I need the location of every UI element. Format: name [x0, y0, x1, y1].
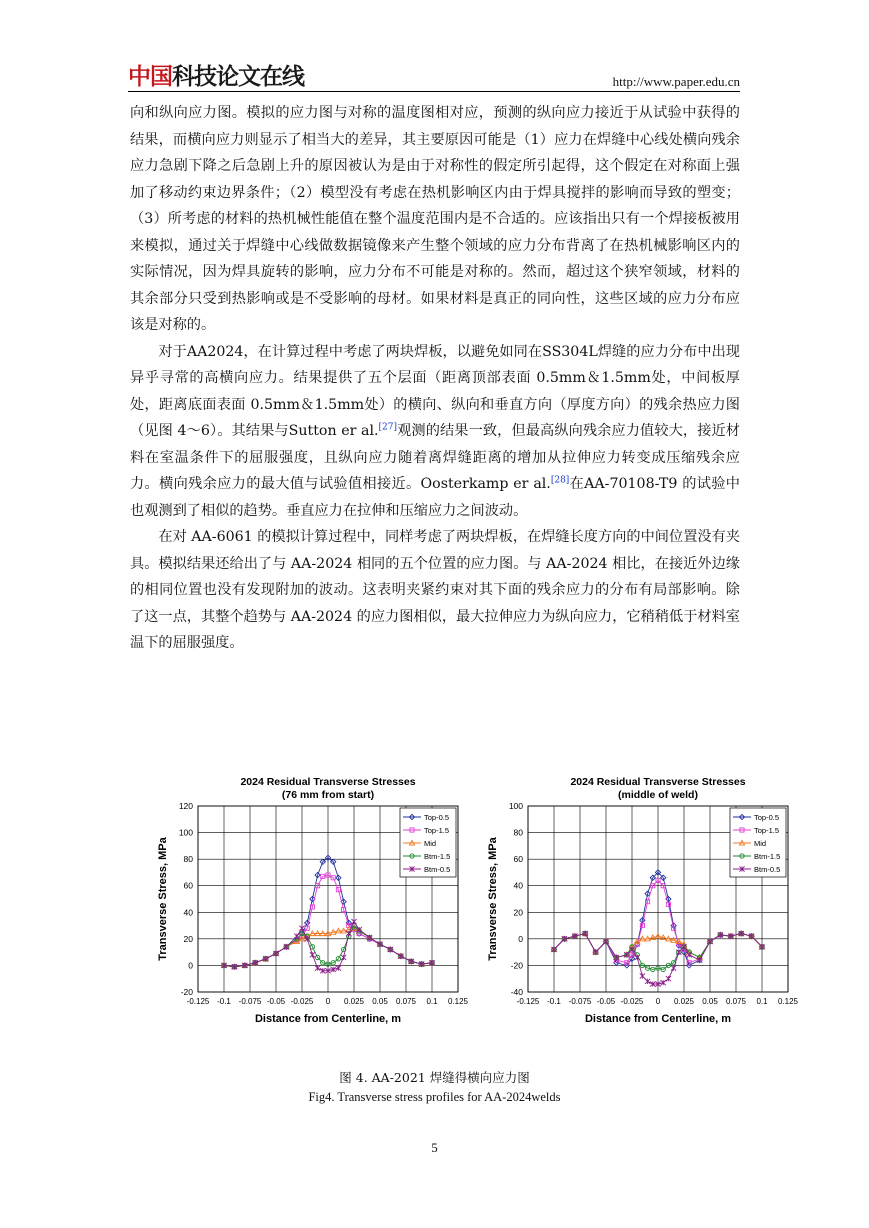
paragraph	[130, 100, 740, 339]
x-tick-label: -0.05	[266, 997, 286, 1006]
y-tick-label: 20	[513, 907, 523, 918]
y-tick-label: 60	[513, 854, 523, 865]
y-tick-label: 40	[513, 880, 523, 891]
x-tick-label: -0.075	[568, 997, 592, 1006]
y-axis-label: Transverse Stress, MPa	[157, 837, 169, 961]
x-tick-label: 0.05	[702, 997, 718, 1006]
chart-subtitle: (middle of weld)	[618, 789, 698, 801]
data-point	[294, 934, 299, 939]
legend	[400, 808, 456, 877]
citation-ref[interactable]: [28]	[550, 475, 570, 486]
x-tick-label: -0.025	[620, 997, 644, 1006]
y-tick-label: 80	[513, 827, 523, 838]
x-tick-label: 0	[655, 997, 661, 1006]
x-tick-label: 0.075	[395, 997, 417, 1006]
y-tick-label: 120	[178, 801, 193, 811]
y-tick-label: 80	[183, 854, 193, 865]
x-tick-label: -0.1	[217, 997, 231, 1006]
x-tick-label: 0.125	[447, 997, 469, 1006]
chart-76mm	[150, 770, 480, 1035]
legend	[730, 808, 786, 877]
page-header	[128, 62, 740, 92]
x-tick-label: -0.075	[238, 997, 262, 1006]
chart-76mm-svg	[150, 770, 480, 1035]
data-point	[315, 965, 320, 970]
data-point	[666, 976, 671, 981]
figure-caption-en: Fig4. Transverse stress profiles for AA-2024welds	[308, 1090, 561, 1104]
x-axis-label: Distance from Centerline, m	[254, 1013, 402, 1025]
header-rule	[128, 91, 740, 92]
data-point	[687, 952, 692, 957]
body-text	[130, 100, 740, 657]
data-point	[336, 965, 341, 970]
paragraph-text: 在对 AA-6061 的模拟计算过程中，同样考虑了两块焊板，在焊缝长度方向的中间位置没有夹具。模拟结果还给出了与 AA-2024 相同的五个位置的应力图。与 AA-2024 相比，在接近外边缘的相同位置也没有发现附加的波动。这表明夹紧约束对其下面的残余应力的分布有局部影响。除了这一点，其整个趋势与 AA-2024 的应力图相似，最大拉伸应力为纵向应力，它稍稍低于材料室温下的屈服强度。	[130, 529, 740, 651]
x-tick-label: 0.05	[372, 997, 388, 1006]
x-tick-label: -0.05	[596, 997, 616, 1006]
paragraph-text: 对于AA2024，在计算过程中考虑了两块焊板，以避免如同在SS304L焊缝的应力分布中出现异乎寻常的高横向应力。结果提供了五个层面（距离顶部表面 0.5mm＆1.5mm处，中间板厚处，距离底面表面 0.5mm＆1.5mm处）的横向、纵向和垂直方向（厚度方向）的残余热应力图（见图 4～6）。其结果与Sutton er al.	[130, 343, 740, 439]
x-axis-label: Distance from Centerline, m	[584, 1013, 732, 1025]
data-point	[346, 931, 351, 936]
x-tick-label: 0.1	[756, 997, 768, 1006]
x-tick-label: 0.075	[725, 997, 747, 1006]
y-tick-label: -20	[510, 960, 523, 971]
header-url[interactable]: http://www.paper.edu.cn	[612, 74, 740, 89]
y-tick-label: 20	[183, 933, 193, 944]
page-number: 5	[431, 1140, 438, 1155]
x-tick-label: -0.125	[516, 997, 540, 1006]
data-point	[640, 973, 645, 978]
x-tick-label: -0.025	[290, 997, 314, 1006]
y-tick-label: 0	[518, 933, 523, 944]
legend-entry: Top-0.5	[424, 813, 450, 822]
site-logo[interactable]: 中国科技论文在线	[128, 64, 304, 90]
legend-entry: Top-1.5	[424, 826, 450, 835]
paragraph-text: 观测的结果一致，但最高纵向残余应力值较大，接近材料在室温条件下的屈服强度，且纵向应力随着离焊缝距离的增加从拉伸应力转变成压缩残余应力。横向残余应力的最大值与试验值相接近。Oosterkamp er al.	[130, 423, 740, 492]
paragraph	[130, 524, 740, 657]
citation-ref[interactable]: [27]	[378, 422, 398, 433]
data-point	[351, 919, 356, 924]
y-tick-label: -40	[510, 987, 523, 997]
legend-entry: Top-0.5	[754, 813, 780, 822]
y-tick-label: 0	[188, 960, 193, 971]
data-point	[671, 965, 676, 970]
legend-entry: Top-1.5	[754, 826, 780, 835]
x-tick-label: -0.125	[186, 997, 210, 1006]
data-point	[310, 952, 315, 957]
x-tick-label: 0.1	[426, 997, 438, 1006]
y-tick-label: -20	[180, 987, 193, 997]
legend-entry: Btm-0.5	[424, 865, 451, 874]
data-point	[341, 955, 346, 960]
legend-entry: Btm-1.5	[424, 852, 451, 861]
x-tick-label: -0.1	[547, 997, 561, 1006]
y-tick-label: 100	[178, 827, 193, 838]
paragraph-text: 向和纵向应力图。模拟的应力图与对称的温度图相对应，预测的纵向应力接近于从试验中获得的结果，而横向应力则显示了相当大的差异，其主要原因可能是（1）应力在焊缝中心线处横向残余应力急剧下降之后急剧上升的原因被认为是由于对称性的假定所引起得，这个假定在对称面上强加了移动约束边界条件；（2）模型没有考虑在热机影响区内由于焊具搅拌的影响而导致的塑变；（3）所考虑的材料的热机械性能值在整个温度范围内是不合适的。应该指出只有一个焊接板被用来模拟，通过关于焊缝中心线做数据镜像来产生整个领域的应力分布背离了在热机械影响区内的实际情况，因为焊具旋转的影响，应力分布不可能是对称的。然而，超过这个狭窄领域，材料的其余部分只受到热影响或是不受影响的母材。如果材料是真正的同向性，这些区域的应力分布应该是对称的。	[130, 105, 740, 333]
x-tick-label: 0	[325, 997, 331, 1006]
legend-entry: Btm-1.5	[754, 852, 781, 861]
legend-entry: Btm-0.5	[754, 865, 781, 874]
legend-entry: Mid	[424, 839, 437, 848]
data-point	[645, 979, 650, 984]
y-axis-label: Transverse Stress, MPa	[487, 837, 499, 961]
x-tick-label: 0.025	[343, 997, 365, 1006]
x-tick-label: 0.125	[777, 997, 799, 1006]
paragraph-text: 在AA-70108-T9 的试验中也观测到了相似的趋势。垂直应力在拉伸和压缩应力之间波动。	[130, 476, 740, 519]
chart-middle	[480, 770, 810, 1035]
figure-caption-cn: 图 4. AA-2021 焊缝得横向应力图	[339, 1070, 530, 1085]
data-point	[299, 926, 304, 931]
chart-title: 2024 Residual Transverse Stresses	[570, 776, 746, 788]
chart-title: 2024 Residual Transverse Stresses	[240, 776, 416, 788]
y-tick-label: 60	[183, 880, 193, 891]
data-point	[635, 955, 640, 960]
y-tick-label: 40	[183, 907, 193, 918]
legend-entry: Mid	[754, 839, 767, 848]
x-tick-label: 0.025	[673, 997, 695, 1006]
chart-subtitle: (76 mm from start)	[281, 789, 375, 801]
y-tick-label: 100	[508, 801, 523, 811]
chart-middle-svg	[480, 770, 810, 1035]
paragraph	[130, 339, 740, 525]
